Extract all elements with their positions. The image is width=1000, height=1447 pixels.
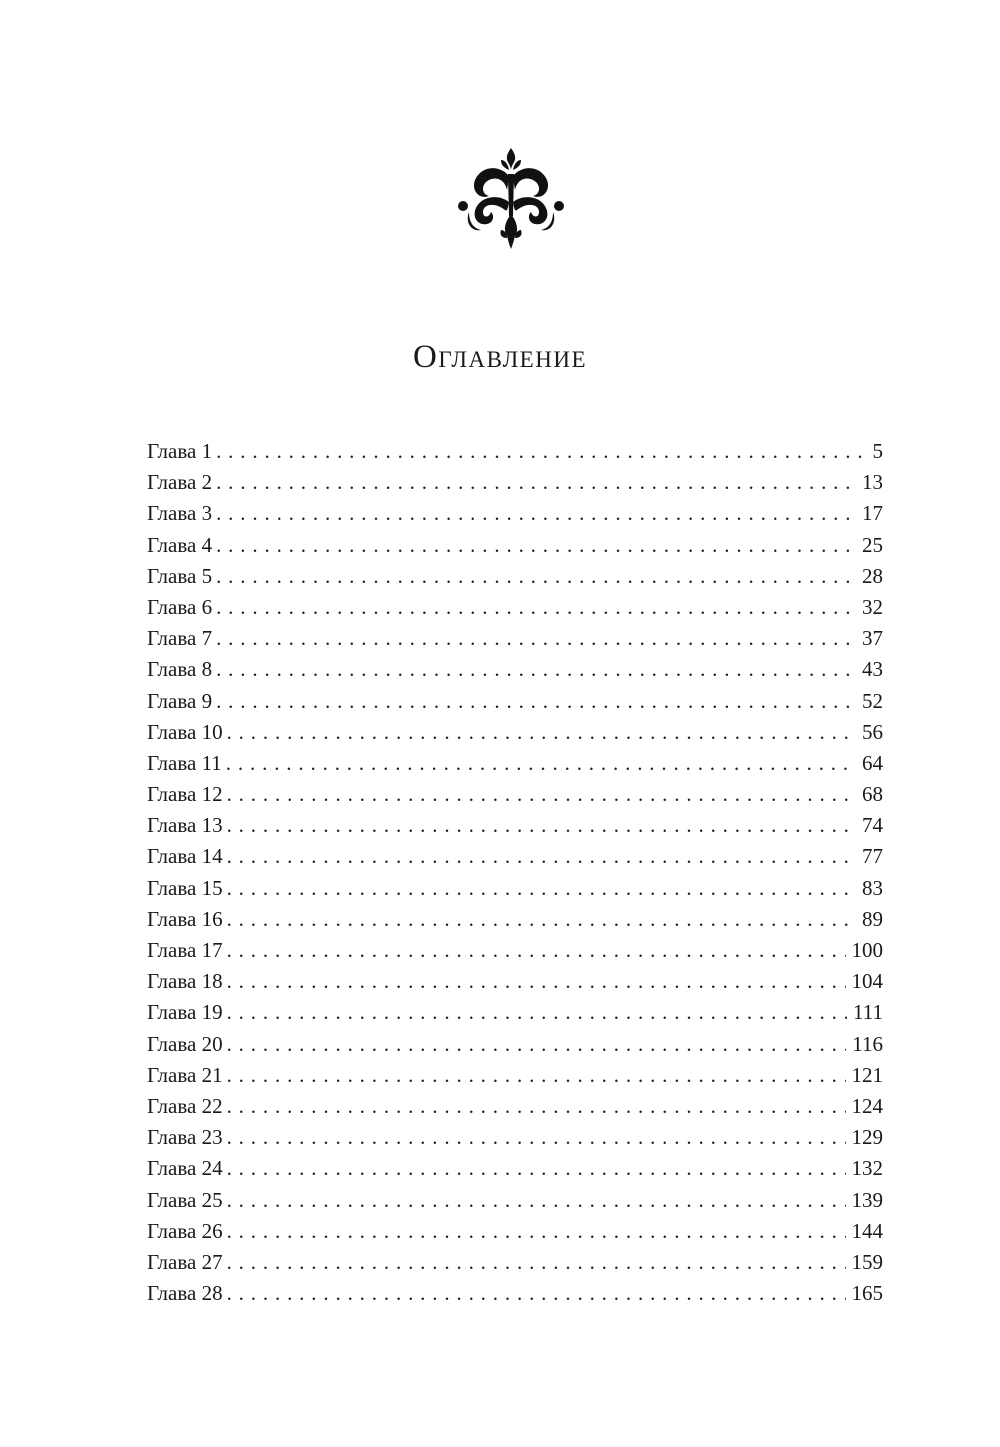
dot-leader	[226, 748, 856, 779]
chapter-label: Глава 15	[147, 875, 223, 900]
page-number: 129	[851, 1125, 883, 1150]
toc-entry[interactable]	[147, 623, 883, 654]
page-number: 132	[851, 1156, 883, 1181]
chapter-label: Глава 2	[147, 470, 213, 495]
dot-leader	[216, 436, 866, 467]
chapter-label: Глава 14	[147, 844, 223, 869]
chapter-label: Глава 13	[147, 813, 223, 838]
chapter-label: Глава 24	[147, 1156, 223, 1181]
toc-entry[interactable]	[147, 436, 883, 467]
dot-leader	[227, 1153, 846, 1184]
chapter-label: Глава 10	[147, 719, 223, 744]
toc-entry[interactable]	[147, 873, 883, 904]
dot-leader	[227, 966, 846, 997]
toc-entry[interactable]	[147, 654, 883, 685]
chapter-label: Глава 12	[147, 782, 223, 807]
chapter-label: Глава 5	[147, 563, 213, 588]
page-number: 5	[872, 439, 883, 463]
page-number: 43	[862, 657, 883, 682]
dot-leader	[227, 779, 856, 810]
page-number: 68	[862, 782, 883, 807]
page-number: 121	[851, 1062, 883, 1087]
chapter-label: Глава 18	[147, 969, 223, 994]
toc-entry[interactable]	[147, 1029, 883, 1060]
page-number: 74	[862, 813, 883, 838]
chapter-label: Глава 21	[147, 1062, 223, 1087]
dot-leader	[227, 1122, 846, 1153]
dot-leader	[227, 1247, 846, 1278]
chapter-label: Глава 20	[147, 1031, 223, 1056]
toc-entry[interactable]	[147, 1091, 883, 1122]
chapter-label: Глава 1	[147, 439, 213, 463]
dot-leader	[216, 530, 856, 561]
page-number: 100	[851, 938, 883, 962]
page-number: 159	[851, 1249, 883, 1274]
chapter-label: Глава 6	[147, 594, 213, 619]
floral-ornament-icon	[455, 146, 567, 250]
toc-entry[interactable]	[147, 717, 883, 748]
chapter-label: Глава 16	[147, 906, 223, 931]
dot-leader	[227, 935, 846, 966]
dot-leader	[227, 1185, 846, 1216]
dot-leader	[227, 1029, 847, 1060]
chapter-label: Глава 25	[147, 1187, 223, 1212]
toc-entry[interactable]	[147, 1153, 883, 1184]
toc-entry[interactable]	[147, 1122, 883, 1153]
chapter-label: Глава 7	[147, 626, 213, 651]
toc-entry[interactable]	[147, 966, 883, 997]
chapter-label: Глава 11	[147, 750, 222, 775]
dot-leader	[227, 717, 856, 748]
toc-entry[interactable]	[147, 1216, 883, 1247]
chapter-label: Глава 27	[147, 1249, 223, 1274]
page-number: 165	[851, 1281, 883, 1306]
dot-leader	[227, 1278, 846, 1309]
dot-leader	[227, 1091, 846, 1122]
toc-entry[interactable]	[147, 592, 883, 623]
page-title: Оглавление	[413, 339, 587, 375]
page-number: 25	[862, 532, 883, 557]
table-of-contents	[147, 436, 883, 1309]
page-number: 64	[862, 750, 883, 775]
dot-leader	[216, 467, 856, 498]
dot-leader	[216, 686, 856, 717]
dot-leader	[227, 997, 847, 1028]
chapter-label: Глава 9	[147, 688, 213, 713]
page-number: 116	[852, 1031, 883, 1056]
toc-entry[interactable]	[147, 1185, 883, 1216]
dot-leader	[227, 904, 856, 935]
dot-leader	[227, 1060, 846, 1091]
toc-entry[interactable]	[147, 935, 883, 966]
toc-entry[interactable]	[147, 686, 883, 717]
page-number: 111	[853, 1000, 883, 1025]
page-number: 37	[862, 626, 883, 651]
page-number: 139	[851, 1187, 883, 1212]
toc-entry[interactable]	[147, 498, 883, 529]
chapter-label: Глава 8	[147, 657, 213, 682]
page-number: 28	[862, 563, 883, 588]
chapter-label: Глава 23	[147, 1125, 223, 1150]
page-number: 83	[862, 875, 883, 900]
toc-entry[interactable]	[147, 561, 883, 592]
chapter-label: Глава 26	[147, 1218, 223, 1243]
page-number: 144	[851, 1218, 883, 1243]
toc-entry[interactable]	[147, 810, 883, 841]
toc-entry[interactable]	[147, 530, 883, 561]
dot-leader	[216, 623, 856, 654]
chapter-label: Глава 3	[147, 501, 213, 526]
page-number: 56	[862, 719, 883, 744]
toc-entry[interactable]	[147, 467, 883, 498]
dot-leader	[216, 654, 856, 685]
chapter-label: Глава 17	[147, 938, 223, 962]
chapter-label: Глава 19	[147, 1000, 223, 1025]
toc-entry[interactable]	[147, 1060, 883, 1091]
toc-entry[interactable]	[147, 997, 883, 1028]
page-number: 104	[851, 969, 883, 994]
dot-leader	[227, 873, 856, 904]
toc-entry[interactable]	[147, 1278, 883, 1309]
page-number: 77	[862, 844, 883, 869]
chapter-label: Глава 28	[147, 1281, 223, 1306]
dot-leader	[216, 498, 856, 529]
toc-entry[interactable]	[147, 748, 883, 779]
page-number: 124	[851, 1093, 883, 1118]
toc-entry[interactable]	[147, 841, 883, 872]
page-number: 52	[862, 688, 883, 713]
toc-entry[interactable]	[147, 779, 883, 810]
dot-leader	[216, 592, 856, 623]
chapter-label: Глава 4	[147, 532, 213, 557]
dot-leader	[227, 841, 856, 872]
page-number: 89	[862, 906, 883, 931]
dot-leader	[227, 810, 856, 841]
chapter-label: Глава 22	[147, 1093, 223, 1118]
page-number: 17	[862, 501, 883, 526]
page-number: 13	[862, 470, 883, 495]
toc-entry[interactable]	[147, 1247, 883, 1278]
dot-leader	[216, 561, 856, 592]
dot-leader	[227, 1216, 846, 1247]
page-number: 32	[862, 594, 883, 619]
toc-entry[interactable]	[147, 904, 883, 935]
